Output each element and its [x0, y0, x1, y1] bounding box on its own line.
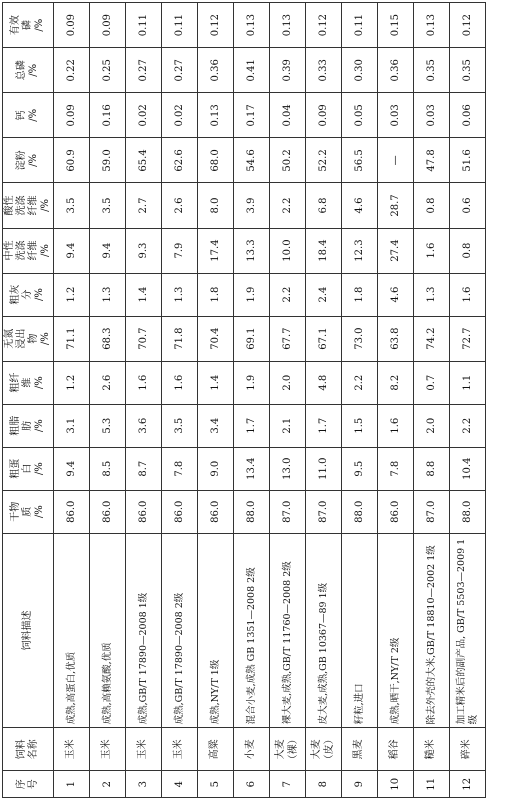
value-cell: 86.0: [54, 490, 90, 533]
column-header-line: 号: [28, 779, 39, 790]
value-cell: 68.0: [198, 138, 234, 183]
value-cell: 86.0: [126, 490, 162, 533]
feed-name-cell: 碎米: [450, 728, 486, 771]
value-cell: 2.6: [162, 183, 198, 228]
value-cell: 0.09: [306, 93, 342, 138]
value-cell: 52.2: [306, 138, 342, 183]
value-cell: 2.2: [270, 273, 306, 316]
value-cell: 63.8: [378, 316, 414, 361]
value-cell: 2.2: [342, 361, 378, 404]
column-header-line: 质: [22, 506, 33, 517]
value-cell: 68.3: [90, 316, 126, 361]
value-cell: 0.36: [378, 48, 414, 93]
value-cell: 87.0: [306, 490, 342, 533]
column-header: [3, 93, 54, 138]
value-cell: 65.4: [126, 138, 162, 183]
column-header-line: /%: [34, 376, 45, 390]
value-cell: 9.4: [90, 228, 126, 273]
table-row: [198, 3, 234, 798]
value-cell: 54.6: [234, 138, 270, 183]
value-cell: 70.7: [126, 316, 162, 361]
row-number-cell: 4: [162, 771, 198, 798]
value-cell: 2.6: [90, 361, 126, 404]
value-cell: 86.0: [198, 490, 234, 533]
value-cell: 86.0: [90, 490, 126, 533]
column-header-line: 饲料: [16, 739, 27, 760]
column-header-line: 有效: [10, 15, 21, 36]
value-cell: 0.05: [342, 93, 378, 138]
value-cell: 0.13: [414, 3, 450, 48]
value-cell: 0.17: [234, 93, 270, 138]
column-header-line: 物: [28, 333, 39, 344]
column-header-line: 无氮: [4, 328, 15, 349]
table-row: [90, 3, 126, 798]
column-header: [3, 533, 54, 728]
feed-name-cell: 黑麦: [342, 728, 378, 771]
table-header-row: [3, 3, 54, 798]
column-header-line: 肪: [22, 420, 33, 431]
value-cell: 0.09: [90, 3, 126, 48]
value-cell: 87.0: [270, 490, 306, 533]
table-row: [54, 3, 90, 798]
column-header: [3, 361, 54, 404]
column-header-line: 浸出: [16, 328, 27, 349]
table-row: [234, 3, 270, 798]
value-cell: 0.12: [450, 3, 486, 48]
value-cell: 1.2: [54, 273, 90, 316]
feed-description-cell: 除去外壳的大米,GB/T 18810—2002 1级: [414, 533, 450, 728]
value-cell: 28.7: [378, 183, 414, 228]
feed-name-cell: 大麦（裸）: [270, 728, 306, 771]
value-cell: 10.4: [450, 447, 486, 490]
value-cell: 0.06: [450, 93, 486, 138]
column-header-line: 洗涤: [16, 195, 27, 216]
value-cell: 11.0: [306, 447, 342, 490]
value-cell: 0.33: [306, 48, 342, 93]
value-cell: 60.9: [54, 138, 90, 183]
feed-name-cell: 玉米: [126, 728, 162, 771]
column-header: [3, 3, 54, 48]
value-cell: 1.6: [162, 361, 198, 404]
table-body: [54, 3, 486, 798]
column-header: [3, 228, 54, 273]
column-header: [3, 447, 54, 490]
value-cell: 12.3: [342, 228, 378, 273]
value-cell: 0.13: [234, 3, 270, 48]
feed-description-cell: 成熟,NY/T 1级: [198, 533, 234, 728]
value-cell: 0.6: [450, 183, 486, 228]
value-cell: —: [378, 138, 414, 183]
column-header-line: 纤维: [28, 195, 39, 216]
feed-description-cell: 成熟,高蛋白,优质: [54, 533, 90, 728]
value-cell: 4.6: [378, 273, 414, 316]
column-header-line: 粗灰: [10, 284, 21, 305]
value-cell: 62.6: [162, 138, 198, 183]
value-cell: 0.16: [90, 93, 126, 138]
value-cell: 7.8: [162, 447, 198, 490]
value-cell: 3.5: [90, 183, 126, 228]
column-header-line: 洗涤: [16, 240, 27, 261]
column-header-line: 酸性: [4, 195, 15, 216]
feed-name-cell: 小麦: [234, 728, 270, 771]
value-cell: 47.8: [414, 138, 450, 183]
value-cell: 88.0: [234, 490, 270, 533]
column-header-line: /%: [34, 505, 45, 519]
value-cell: 18.4: [306, 228, 342, 273]
value-cell: 0.25: [90, 48, 126, 93]
value-cell: 1.9: [234, 361, 270, 404]
value-cell: 2.2: [450, 404, 486, 447]
value-cell: 69.1: [234, 316, 270, 361]
table-row: [126, 3, 162, 798]
value-cell: 88.0: [342, 490, 378, 533]
column-header-line: /%: [28, 153, 39, 167]
column-header-line: 粗纤: [10, 372, 21, 393]
value-cell: 1.6: [414, 228, 450, 273]
value-cell: 2.0: [270, 361, 306, 404]
value-cell: 1.3: [414, 273, 450, 316]
column-header: [3, 771, 54, 798]
table-row: [414, 3, 450, 798]
column-header-line: 中性: [4, 240, 15, 261]
column-header: [3, 490, 54, 533]
value-cell: 0.12: [198, 3, 234, 48]
table-row: [378, 3, 414, 798]
feed-description-cell: 裸大麦,成熟,GB/T 11760—2008 2级: [270, 533, 306, 728]
feed-description-cell: 加工精米后的副产品, GB/T 5503—2009 1级: [450, 533, 486, 728]
table-row: [162, 3, 198, 798]
value-cell: 0.13: [270, 3, 306, 48]
value-cell: 0.09: [54, 3, 90, 48]
row-number-cell: 9: [342, 771, 378, 798]
value-cell: 51.6: [450, 138, 486, 183]
feed-description-cell: 成熟,GB/T 17890—2008 2级: [162, 533, 198, 728]
value-cell: 9.4: [54, 228, 90, 273]
value-cell: 56.5: [342, 138, 378, 183]
value-cell: 3.4: [198, 404, 234, 447]
value-cell: 86.0: [378, 490, 414, 533]
feed-name-cell: 高粱: [198, 728, 234, 771]
value-cell: 0.11: [162, 3, 198, 48]
column-header-line: /%: [28, 108, 39, 122]
value-cell: 1.6: [378, 404, 414, 447]
value-cell: 0.27: [126, 48, 162, 93]
column-header-line: 干物: [10, 501, 21, 522]
column-header-line: 纤维: [28, 240, 39, 261]
row-number-cell: 2: [90, 771, 126, 798]
column-header-line: 维: [22, 377, 33, 388]
column-header-line: 饲料描述: [22, 610, 33, 651]
value-cell: 87.0: [414, 490, 450, 533]
value-cell: 70.4: [198, 316, 234, 361]
table-row: [306, 3, 342, 798]
feed-description-cell: 皮大麦,成熟,GB 10367—89 1级: [306, 533, 342, 728]
column-header: [3, 183, 54, 228]
row-number-cell: 8: [306, 771, 342, 798]
value-cell: 71.8: [162, 316, 198, 361]
value-cell: 7.8: [378, 447, 414, 490]
column-header-line: 钙: [16, 110, 27, 121]
column-header: [3, 138, 54, 183]
value-cell: 86.0: [162, 490, 198, 533]
value-cell: 1.8: [198, 273, 234, 316]
value-cell: 0.7: [414, 361, 450, 404]
column-header-line: 白: [22, 463, 33, 474]
value-cell: 0.15: [378, 3, 414, 48]
value-cell: 3.6: [126, 404, 162, 447]
value-cell: 9.0: [198, 447, 234, 490]
value-cell: 0.02: [126, 93, 162, 138]
column-header: [3, 273, 54, 316]
column-header: [3, 48, 54, 93]
column-header-line: /%: [40, 332, 51, 346]
value-cell: 0.8: [450, 228, 486, 273]
value-cell: 4.8: [306, 361, 342, 404]
column-header-line: /%: [34, 462, 45, 476]
value-cell: 13.0: [270, 447, 306, 490]
value-cell: 1.6: [126, 361, 162, 404]
column-header: [3, 316, 54, 361]
row-number-cell: 12: [450, 771, 486, 798]
column-header: [3, 728, 54, 771]
row-number-cell: 6: [234, 771, 270, 798]
value-cell: 0.11: [126, 3, 162, 48]
row-number-cell: 3: [126, 771, 162, 798]
value-cell: 8.2: [378, 361, 414, 404]
column-header: [3, 404, 54, 447]
value-cell: 17.4: [198, 228, 234, 273]
column-header-line: /%: [40, 244, 51, 257]
value-cell: 0.35: [450, 48, 486, 93]
value-cell: 9.3: [126, 228, 162, 273]
column-header-line: 分: [22, 289, 33, 300]
value-cell: 7.9: [162, 228, 198, 273]
value-cell: 0.36: [198, 48, 234, 93]
value-cell: 0.11: [342, 3, 378, 48]
value-cell: 88.0: [450, 490, 486, 533]
value-cell: 3.5: [162, 404, 198, 447]
column-header-line: 淀粉: [16, 150, 27, 171]
value-cell: 8.5: [90, 447, 126, 490]
value-cell: 1.8: [342, 273, 378, 316]
value-cell: 0.13: [198, 93, 234, 138]
value-cell: 0.39: [270, 48, 306, 93]
value-cell: 13.3: [234, 228, 270, 273]
value-cell: 1.9: [234, 273, 270, 316]
value-cell: 2.1: [270, 404, 306, 447]
value-cell: 71.1: [54, 316, 90, 361]
value-cell: 0.02: [162, 93, 198, 138]
feed-description-cell: 混合小麦,成熟 GB 1351—2008 2级: [234, 533, 270, 728]
feed-description-cell: 成熟,晒干,NY/T 2级: [378, 533, 414, 728]
column-header-line: 粗蛋: [10, 458, 21, 479]
row-number-cell: 11: [414, 771, 450, 798]
value-cell: 0.35: [414, 48, 450, 93]
value-cell: 8.0: [198, 183, 234, 228]
table-row: [342, 3, 378, 798]
value-cell: 1.6: [450, 273, 486, 316]
table-row: [450, 3, 486, 798]
table-row: [270, 3, 306, 798]
feed-name-cell: 玉米: [90, 728, 126, 771]
value-cell: 74.2: [414, 316, 450, 361]
value-cell: 59.0: [90, 138, 126, 183]
value-cell: 0.03: [378, 93, 414, 138]
value-cell: 0.09: [54, 93, 90, 138]
feed-description-cell: 成熟,GB/T 17890—2008 1级: [126, 533, 162, 728]
feed-description-cell: 成熟,高赖氨酸,优质: [90, 533, 126, 728]
value-cell: 5.3: [90, 404, 126, 447]
value-cell: 9.5: [342, 447, 378, 490]
column-header-line: /%: [40, 199, 51, 212]
feed-description-cell: 籽粒,进口: [342, 533, 378, 728]
value-cell: 8.7: [126, 447, 162, 490]
value-cell: 1.1: [450, 361, 486, 404]
feed-name-cell: 大麦（皮）: [306, 728, 342, 771]
column-header-line: 粗脂: [10, 415, 21, 436]
value-cell: 1.7: [234, 404, 270, 447]
value-cell: 0.41: [234, 48, 270, 93]
column-header-line: /%: [28, 63, 39, 77]
feed-composition-table: [2, 2, 486, 798]
value-cell: 1.4: [126, 273, 162, 316]
row-number-cell: 10: [378, 771, 414, 798]
value-cell: 2.7: [126, 183, 162, 228]
value-cell: 0.22: [54, 48, 90, 93]
feed-name-cell: 玉米: [162, 728, 198, 771]
value-cell: 1.3: [90, 273, 126, 316]
value-cell: 0.12: [306, 3, 342, 48]
value-cell: 1.2: [54, 361, 90, 404]
column-header-line: 名称: [28, 739, 39, 760]
column-header-line: 序: [16, 779, 27, 790]
value-cell: 3.9: [234, 183, 270, 228]
column-header-line: 总磷: [16, 60, 27, 81]
value-cell: 1.5: [342, 404, 378, 447]
value-cell: 3.1: [54, 404, 90, 447]
value-cell: 67.7: [270, 316, 306, 361]
value-cell: 10.0: [270, 228, 306, 273]
value-cell: 2.2: [270, 183, 306, 228]
value-cell: 0.27: [162, 48, 198, 93]
value-cell: 0.30: [342, 48, 378, 93]
value-cell: 72.7: [450, 316, 486, 361]
value-cell: 4.6: [342, 183, 378, 228]
value-cell: 8.8: [414, 447, 450, 490]
value-cell: 73.0: [342, 316, 378, 361]
column-header-line: /%: [34, 419, 45, 433]
value-cell: 1.7: [306, 404, 342, 447]
row-number-cell: 7: [270, 771, 306, 798]
value-cell: 27.4: [378, 228, 414, 273]
column-header-line: /%: [34, 18, 45, 32]
feed-name-cell: 糙米: [414, 728, 450, 771]
value-cell: 13.4: [234, 447, 270, 490]
value-cell: 50.2: [270, 138, 306, 183]
feed-name-cell: 玉米: [54, 728, 90, 771]
value-cell: 2.4: [306, 273, 342, 316]
row-number-cell: 1: [54, 771, 90, 798]
value-cell: 9.4: [54, 447, 90, 490]
value-cell: 1.4: [198, 361, 234, 404]
value-cell: 6.8: [306, 183, 342, 228]
column-header-line: 磷: [22, 20, 33, 31]
value-cell: 3.5: [54, 183, 90, 228]
value-cell: 0.03: [414, 93, 450, 138]
value-cell: 0.8: [414, 183, 450, 228]
row-number-cell: 5: [198, 771, 234, 798]
value-cell: 2.0: [414, 404, 450, 447]
value-cell: 67.1: [306, 316, 342, 361]
column-header-line: /%: [34, 288, 45, 302]
feed-name-cell: 稻谷: [378, 728, 414, 771]
value-cell: 0.04: [270, 93, 306, 138]
value-cell: 1.3: [162, 273, 198, 316]
